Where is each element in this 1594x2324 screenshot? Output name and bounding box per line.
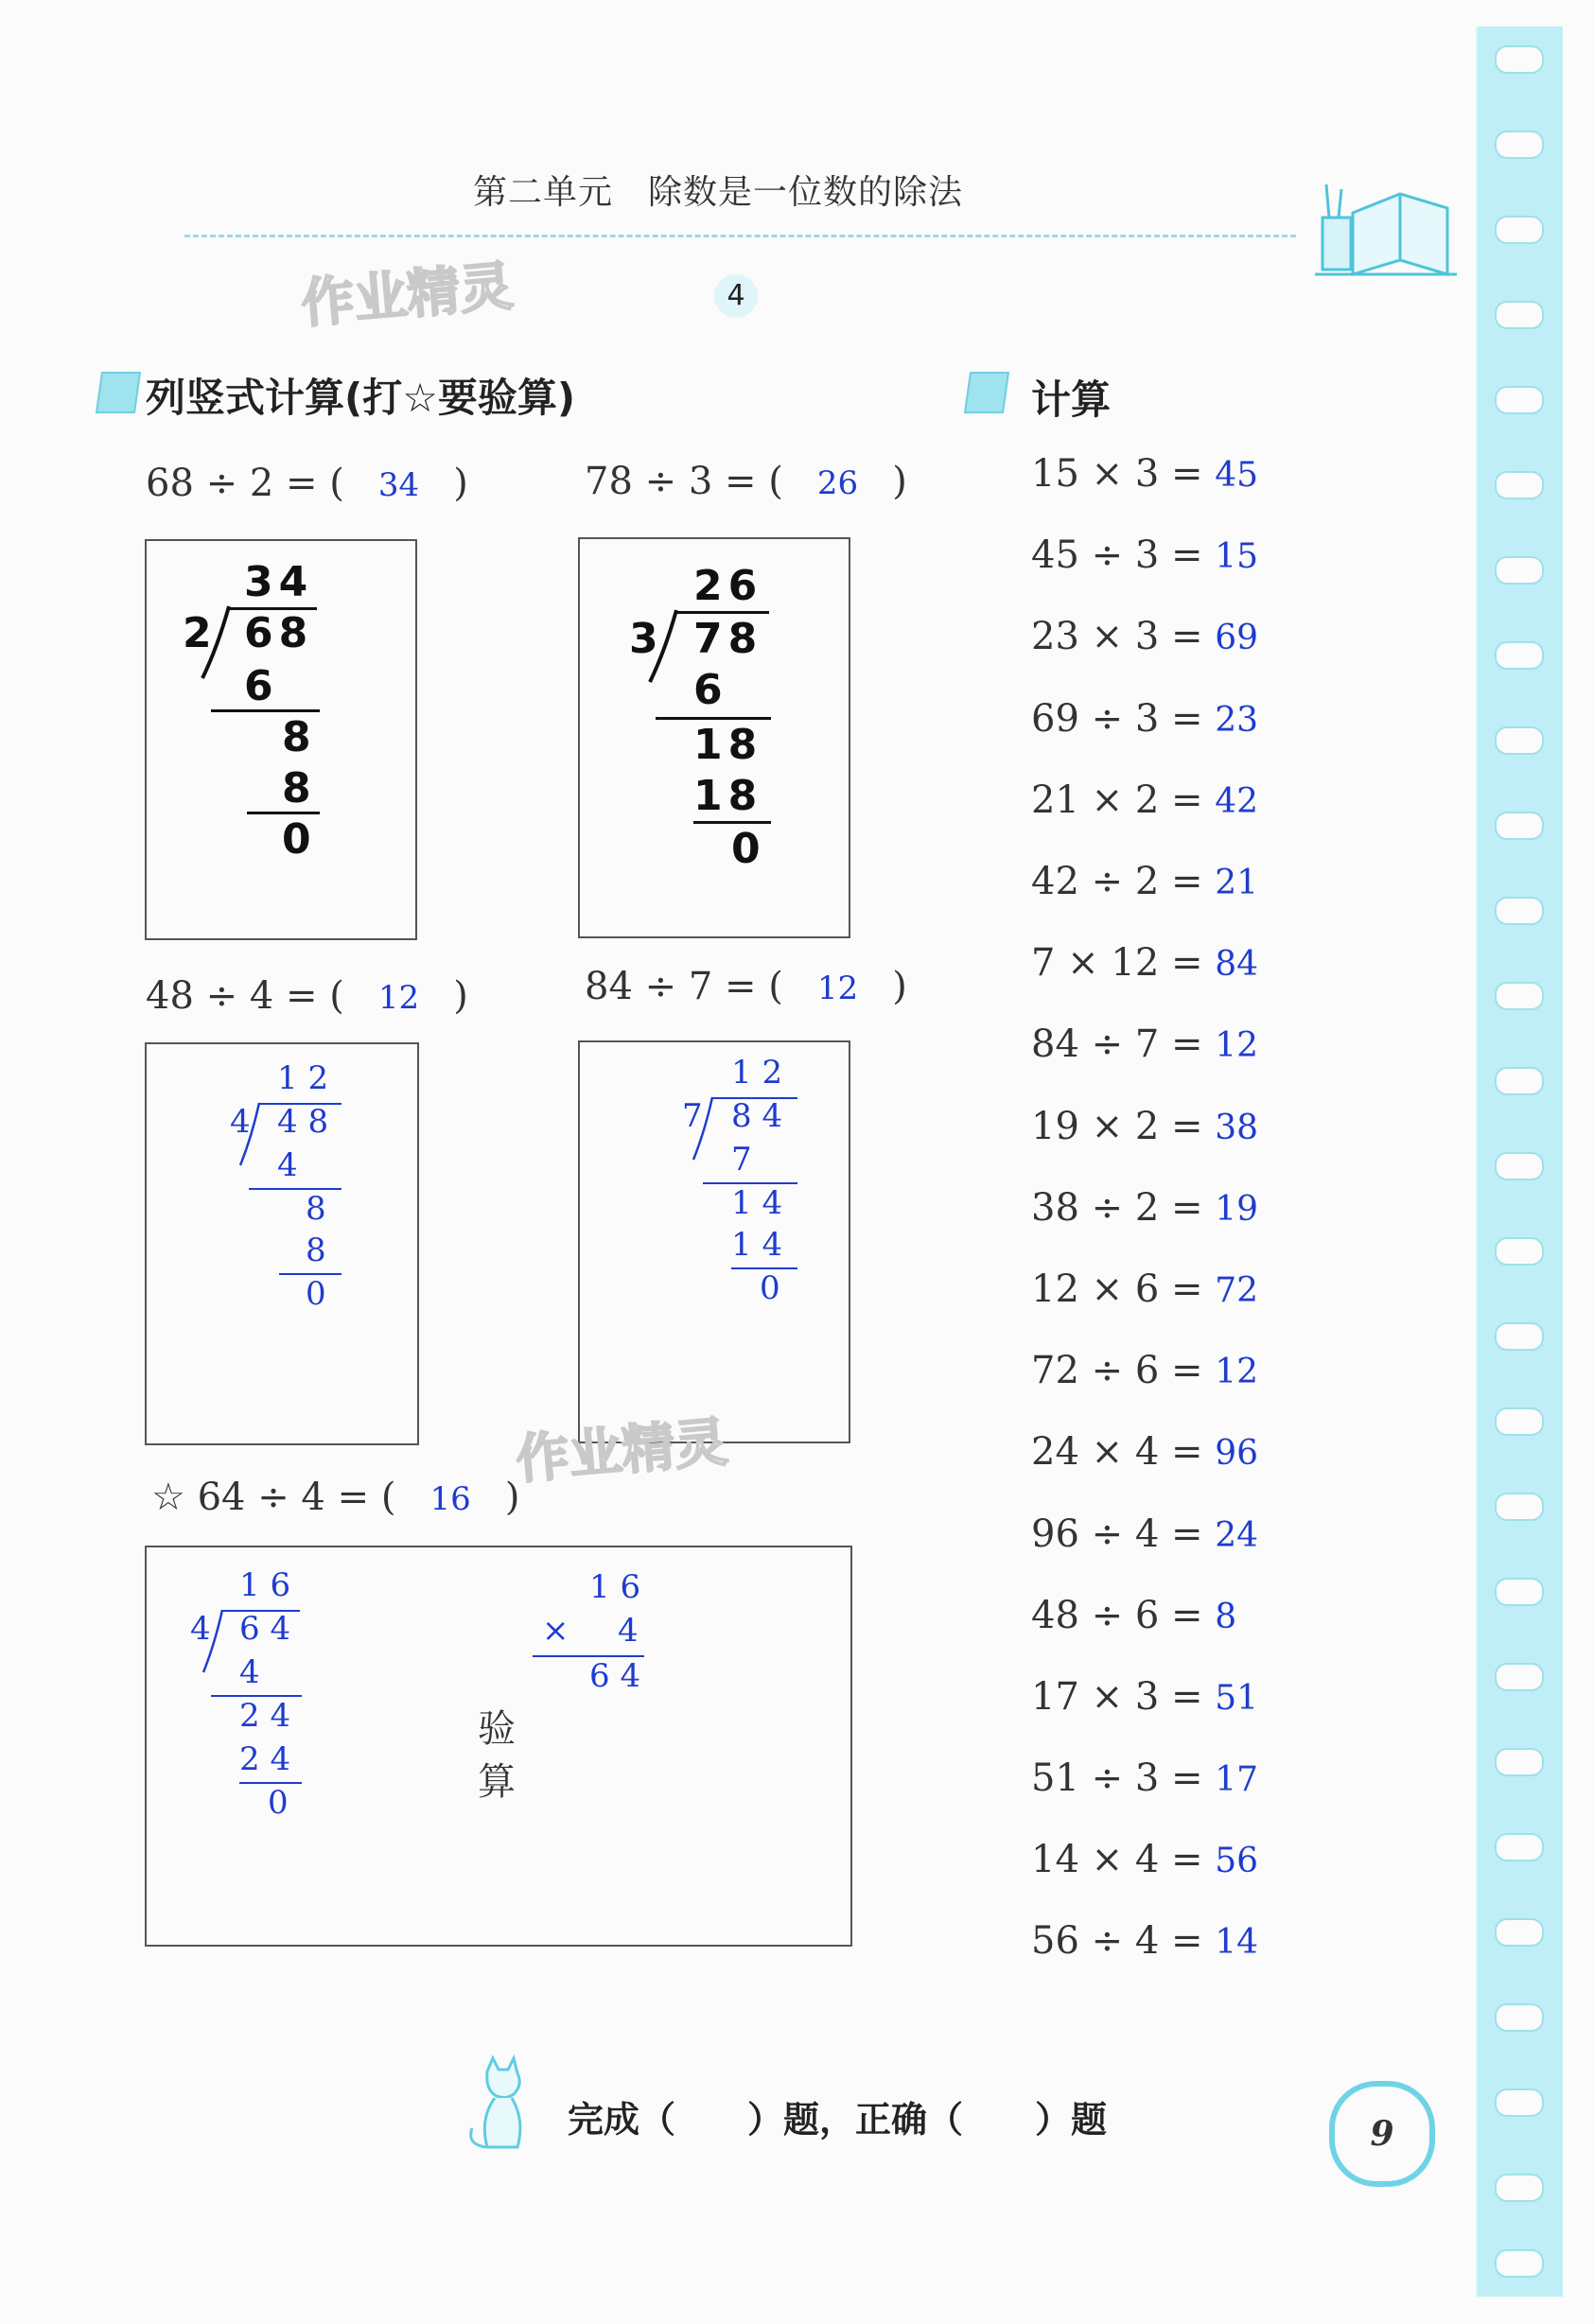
binding-ring (1495, 45, 1544, 74)
calc-expr: 69 ÷ 3 = (1031, 697, 1203, 741)
problem-answer: 26 (816, 464, 859, 502)
work-line: 0 (731, 825, 761, 873)
calc-answer: 72 (1215, 1271, 1259, 1310)
work-line: 0 (268, 1784, 289, 1822)
binding-ring (1495, 556, 1544, 585)
binding-ring (1495, 1067, 1544, 1095)
work-box-2 (578, 537, 850, 938)
problem-1 (146, 462, 468, 505)
calc-expr: 38 ÷ 2 = (1031, 1186, 1203, 1230)
check-label: 算 (478, 1760, 516, 1804)
calc-expr: 21 × 2 = (1031, 778, 1203, 822)
dividend: 8 4 (731, 1097, 783, 1135)
calc-expr: 42 ÷ 2 = (1031, 860, 1203, 903)
binding-ring (1495, 982, 1544, 1010)
calc-row (1031, 1022, 1258, 1066)
binding-ring (1495, 131, 1544, 159)
divisor: 4 (190, 1610, 211, 1648)
calc-row (1031, 1267, 1258, 1311)
work-line: 0 (306, 1275, 326, 1313)
binding-ring (1495, 1663, 1544, 1691)
binding-ring (1495, 641, 1544, 670)
calc-answer: 12 (1215, 1026, 1259, 1065)
binding-ring (1495, 301, 1544, 329)
problem-close: ) (892, 460, 907, 503)
binding-ring (1495, 2003, 1544, 2032)
header-divider (184, 235, 1296, 237)
calc-row (1031, 1430, 1258, 1474)
calc-row (1031, 941, 1258, 985)
check-label: 验 (478, 1707, 516, 1751)
calc-expr: 24 × 4 = (1031, 1430, 1203, 1474)
problem-4 (585, 965, 907, 1008)
section-title-vertical: 列竖式计算(打☆要验算) (146, 375, 576, 421)
calc-answer: 38 (1215, 1109, 1259, 1147)
calc-row (1031, 1186, 1258, 1230)
calc-expr: 51 ÷ 3 = (1031, 1756, 1203, 1800)
watermark: 作业精灵 (298, 255, 516, 336)
work-line: 2 4 (239, 1740, 291, 1778)
section-title-calc: 计算 (1031, 376, 1112, 423)
problem-5 (151, 1476, 519, 1519)
binding-ring (1495, 1407, 1544, 1436)
calc-row (1031, 1512, 1258, 1556)
divisor: 3 (629, 615, 658, 663)
calc-answer: 51 (1215, 1679, 1259, 1718)
dividend: 68 (244, 609, 314, 657)
books-illustration-icon (1315, 156, 1457, 288)
binding-strip (1476, 26, 1563, 2297)
calc-row (1031, 533, 1258, 577)
calc-answer: 8 (1215, 1598, 1237, 1636)
work-line: 8 (306, 1190, 326, 1228)
binding-ring (1495, 726, 1544, 755)
page-number: 9 (1329, 2081, 1435, 2187)
calc-answer: 45 (1215, 456, 1259, 495)
subtraction-rule (249, 1188, 342, 1190)
work-line: 2 4 (239, 1697, 291, 1735)
work-line: 0 (282, 815, 311, 864)
work-line: 8 (306, 1232, 326, 1269)
binding-ring (1495, 1152, 1544, 1180)
check-top: 1 6 (589, 1568, 641, 1606)
calc-row (1031, 697, 1258, 741)
work-line: 1 4 (731, 1184, 783, 1222)
quotient: 34 (244, 558, 314, 606)
calc-answer: 15 (1215, 537, 1259, 576)
section-bullet-icon (96, 372, 141, 413)
work-line: 4 (277, 1146, 298, 1184)
calc-expr: 15 × 3 = (1031, 452, 1203, 496)
calc-answer: 12 (1215, 1353, 1259, 1391)
problem-3 (146, 974, 468, 1018)
problem-close: ) (453, 462, 468, 505)
dividend: 4 8 (277, 1103, 329, 1141)
divisor: 7 (682, 1097, 703, 1135)
calc-expr: 23 × 3 = (1031, 615, 1203, 658)
problem-close: ) (453, 974, 468, 1018)
work-line: 6 (693, 666, 723, 714)
calc-row (1031, 1675, 1258, 1719)
work-box-4 (578, 1040, 850, 1443)
calc-answer: 56 (1215, 1842, 1259, 1880)
calc-expr: 96 ÷ 4 = (1031, 1512, 1203, 1556)
problem-expr: 48 ÷ 4 = ( (146, 974, 344, 1018)
calc-answer: 69 (1215, 619, 1259, 657)
binding-ring (1495, 897, 1544, 925)
binding-ring (1495, 2088, 1544, 2117)
work-line: 18 (693, 721, 763, 769)
quotient: 1 6 (239, 1566, 291, 1604)
binding-ring (1495, 1748, 1544, 1776)
cat-illustration-icon (459, 2053, 534, 2157)
unit-badge: 4 (714, 274, 758, 318)
calc-expr: 17 × 3 = (1031, 1675, 1203, 1719)
calc-answer: 84 (1215, 945, 1259, 984)
divisor: 2 (183, 609, 212, 657)
quotient: 26 (693, 562, 763, 610)
calc-answer: 17 (1215, 1760, 1259, 1799)
calc-expr: 84 ÷ 7 = (1031, 1022, 1203, 1066)
binding-ring (1495, 1833, 1544, 1861)
calc-expr: 19 × 2 = (1031, 1105, 1203, 1148)
calc-expr: 7 × 12 = (1031, 941, 1203, 985)
calc-row (1031, 1105, 1258, 1148)
work-line: 1 4 (731, 1226, 783, 1264)
completion-line: 完成（ ）题，正确（ ）题 (568, 2099, 1108, 2141)
calc-expr: 56 ÷ 4 = (1031, 1919, 1203, 1963)
problem-expr: ☆ 64 ÷ 4 = ( (151, 1476, 396, 1519)
work-line: 7 (731, 1141, 752, 1179)
calc-answer: 23 (1215, 701, 1259, 740)
calc-expr: 72 ÷ 6 = (1031, 1349, 1203, 1392)
dividend: 78 (693, 615, 763, 663)
work-line: 6 (244, 662, 273, 710)
problem-answer: 12 (816, 970, 859, 1007)
calc-row (1031, 1594, 1236, 1637)
problem-expr: 78 ÷ 3 = ( (585, 460, 783, 503)
check-multiplier: 4 (618, 1612, 639, 1650)
problem-answer: 16 (429, 1480, 471, 1518)
calc-answer: 42 (1215, 782, 1259, 821)
work-line: 8 (282, 713, 311, 761)
problem-close: ) (504, 1476, 520, 1519)
binding-ring (1495, 216, 1544, 244)
binding-ring (1495, 1578, 1544, 1606)
binding-ring (1495, 386, 1544, 414)
calc-expr: 14 × 4 = (1031, 1838, 1203, 1881)
binding-ring (1495, 1918, 1544, 1947)
work-line: 8 (282, 764, 311, 813)
section-bullet-icon (964, 372, 1009, 413)
work-box-1 (145, 539, 417, 940)
calc-row (1031, 1349, 1258, 1392)
problem-close: ) (892, 965, 907, 1008)
calc-answer: 19 (1215, 1190, 1259, 1229)
calc-row (1031, 1838, 1258, 1881)
check-operator: × (542, 1612, 569, 1650)
calc-answer: 96 (1215, 1434, 1259, 1473)
binding-ring (1495, 812, 1544, 840)
binding-ring (1495, 1237, 1544, 1266)
calc-expr: 48 ÷ 6 = (1031, 1594, 1203, 1637)
calc-row (1031, 778, 1258, 822)
subtraction-rule (693, 821, 771, 824)
binding-ring (1495, 1493, 1544, 1521)
quotient: 1 2 (277, 1059, 329, 1097)
binding-ring (1495, 471, 1544, 499)
division-bar (674, 611, 769, 614)
calc-row (1031, 615, 1258, 658)
work-box-3 (145, 1042, 419, 1445)
calc-answer: 24 (1215, 1516, 1259, 1555)
check-result: 6 4 (589, 1657, 641, 1695)
problem-answer: 34 (377, 466, 420, 504)
problem-answer: 12 (377, 979, 420, 1017)
calc-answer: 14 (1215, 1923, 1259, 1962)
problem-2 (585, 460, 907, 503)
work-box-5 (145, 1546, 852, 1947)
work-line: 4 (239, 1653, 260, 1691)
calc-row (1031, 860, 1258, 903)
watermark: 作业精灵 (513, 1411, 730, 1492)
problem-expr: 68 ÷ 2 = ( (146, 462, 344, 505)
calc-answer: 21 (1215, 864, 1259, 902)
quotient: 1 2 (731, 1054, 783, 1092)
binding-ring (1495, 2174, 1544, 2202)
calc-row (1031, 1919, 1258, 1963)
calc-expr: 12 × 6 = (1031, 1267, 1203, 1311)
problem-expr: 84 ÷ 7 = ( (585, 965, 783, 1008)
binding-ring (1495, 2249, 1544, 2278)
subtraction-rule (656, 717, 771, 720)
binding-ring (1495, 1322, 1544, 1351)
work-line: 18 (693, 772, 763, 820)
calc-row (1031, 1756, 1258, 1800)
subtraction-rule (247, 812, 320, 814)
dividend: 6 4 (239, 1610, 291, 1648)
unit-title: 第二单元 除数是一位数的除法 (473, 173, 964, 212)
work-line: 0 (760, 1269, 780, 1307)
calc-expr: 45 ÷ 3 = (1031, 533, 1203, 577)
subtraction-rule (211, 709, 320, 712)
divisor: 4 (230, 1103, 251, 1141)
calc-row (1031, 452, 1258, 496)
